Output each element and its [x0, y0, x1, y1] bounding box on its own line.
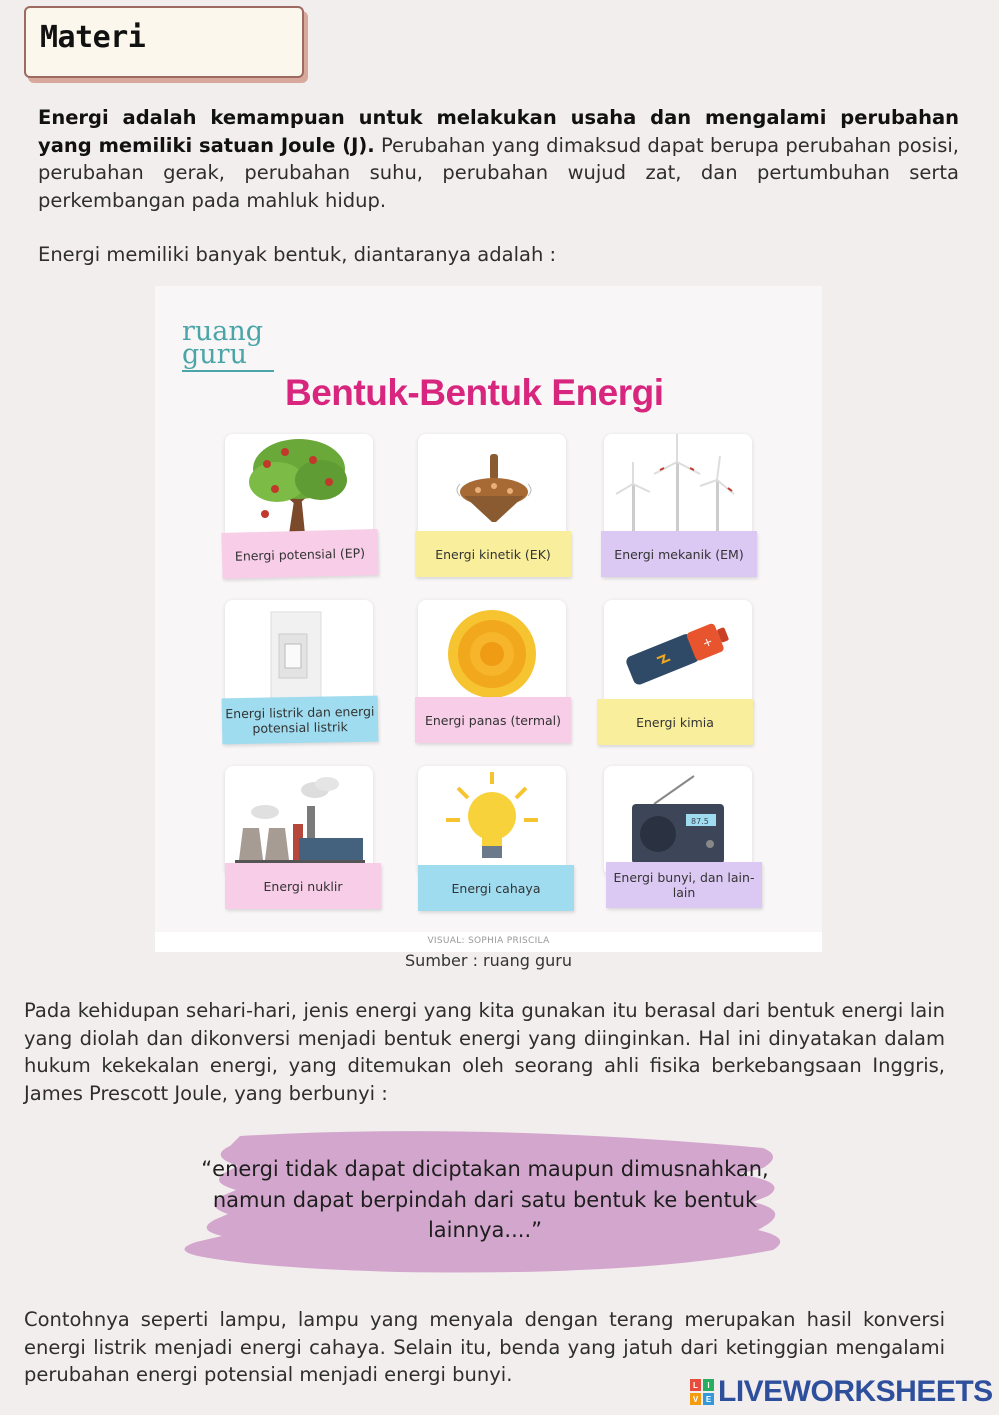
logo-top-text: ruang	[182, 316, 264, 347]
title-box	[24, 6, 304, 78]
card-nuclear-energy	[225, 766, 373, 876]
ruangguru-logo	[182, 316, 264, 370]
card-potential-energy	[225, 434, 373, 544]
label-mechanical-energy: Energi mekanik (EM)	[601, 531, 757, 577]
logo-underline	[182, 370, 274, 372]
light-bulb-icon	[418, 766, 566, 876]
label-chemical-energy: Energi kimia	[597, 699, 753, 745]
example-paragraph: Contohnya seperti lampu, lampu yang menyala dengan terang merupakan hasil konversi energi listrik menjadi energi cahaya. Selain itu, benda yang jatuh dari ketinggian mengalami perubahan energi potensial menjadi energi bunyi.	[24, 1308, 945, 1386]
intro-definition: Energi adalah kemampuan untuk melakukan usaha dan mengalami perubahan yang memiliki satuan Joule (J).	[38, 106, 959, 157]
card-light-energy	[418, 766, 566, 876]
infographic-title: Bentuk-Bentuk Energi	[285, 372, 664, 413]
watermark-letter: E	[703, 1393, 714, 1405]
card-chemical-energy	[604, 600, 752, 710]
spinning-top-icon	[418, 434, 566, 544]
sun-icon	[418, 600, 566, 710]
power-plant-icon	[225, 766, 373, 876]
watermark-letter: V	[690, 1393, 701, 1405]
forms-intro: Energi memiliki banyak bentuk, diantaranya adalah :	[38, 243, 557, 266]
logo-bottom-text: guru	[182, 339, 247, 370]
battery-icon	[604, 600, 752, 710]
watermark-letter: L	[690, 1379, 701, 1391]
radio-icon	[604, 766, 752, 876]
label-electric-energy: Energi listrik dan energi potensial listrik	[222, 696, 379, 745]
tree-icon	[225, 434, 373, 544]
light-switch-icon	[225, 600, 373, 710]
radio-display-text: 87.5	[691, 817, 709, 826]
page-title: Materi	[40, 20, 146, 55]
label-nuclear-energy: Energi nuklir	[225, 863, 381, 909]
watermark-text: LIVEWORKSHEETS	[718, 1375, 993, 1408]
svg-text:+: +	[700, 633, 715, 651]
card-mechanical-energy	[604, 434, 752, 544]
visual-credit: VISUAL: SOPHIA PRISCILA	[427, 936, 550, 946]
image-caption: Sumber : ruang guru	[405, 951, 572, 970]
label-sound-energy: Energi bunyi, dan lain-lain	[606, 862, 762, 908]
card-kinetic-energy	[418, 434, 566, 544]
card-thermal-energy	[418, 600, 566, 710]
wind-turbine-icon	[604, 434, 752, 544]
card-sound-energy	[604, 766, 752, 876]
intro-details: Perubahan yang dimaksud dapat berupa perubahan posisi, perubahan gerak, perubahan suhu, perubahan wujud zat, dan pertumbuhan serta perkembangan pada mahluk hidup.	[38, 133, 959, 212]
intro-paragraph	[38, 104, 959, 214]
card-electric-energy	[225, 600, 373, 710]
energy-forms-infographic	[155, 286, 822, 952]
watermark-letter: I	[703, 1379, 714, 1391]
energy-conservation-quote: “energi tidak dapat diciptakan maupun dimusnahkan, namun dapat berpindah dari satu bentuk ke bentuk lainnya....”	[201, 1157, 769, 1242]
label-light-energy: Energi cahaya	[418, 865, 574, 911]
label-kinetic-energy: Energi kinetik (EK)	[415, 531, 571, 577]
law-paragraph: Pada kehidupan sehari-hari, jenis energi yang kita gunakan itu berasal dari bentuk energi lain yang diolah dan dikonversi menjadi bentuk energi yang diinginkan. Hal ini dinyatakan dalam hukum kekekalan energi, yang ditemukan oleh seorang ahli fisika berkebangsaan Inggris, James Prescott Joule, yang berbunyi :	[24, 999, 945, 1105]
label-potential-energy: Energi potensial (EP)	[221, 529, 378, 579]
watermark-logo-icon	[690, 1379, 714, 1405]
label-thermal-energy: Energi panas (termal)	[415, 697, 571, 743]
liveworksheets-watermark	[690, 1375, 993, 1409]
